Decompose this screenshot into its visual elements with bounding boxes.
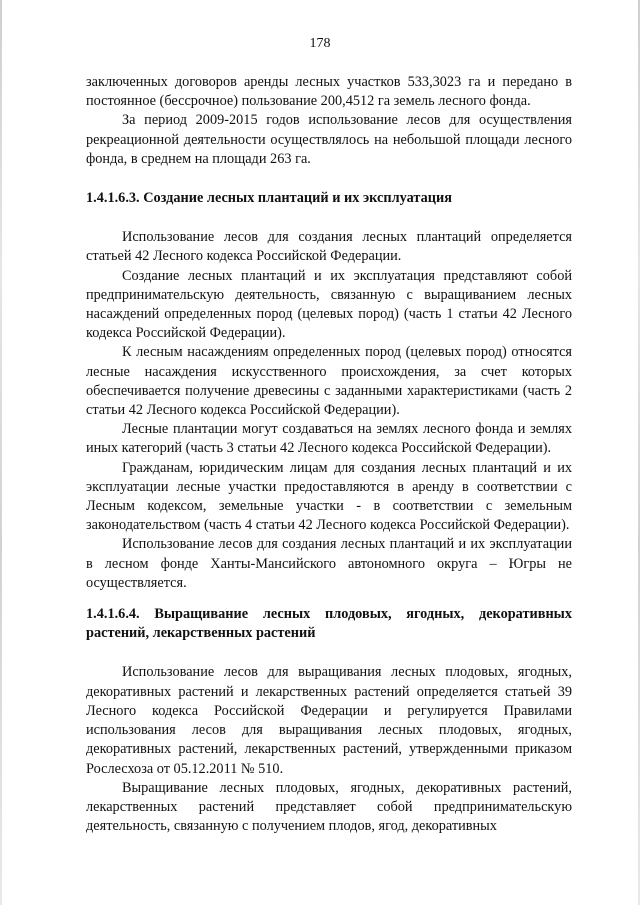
section-heading-1-4-1-6-4: 1.4.1.6.4. Выращивание лесных плодовых, ягодных, декоративных растений, лекарственных растений [86,606,572,642]
paragraph: Создание лесных плантаций и их эксплуатация представляют собой предпринимательскую деятельность, связанную с выращиванием лесных насаждений определенных пород (целевых пород) (часть 1 статьи 42 Лесного кодекса Российской Федерации). [86,267,572,342]
paragraph: Использование лесов для выращивания лесных плодовых, ягодных, декоративных растений и лекарственных растений определяется статьей 39 Лесного кодекса Российской Федерации и регулируется Правилами использования лесов для выращивания лесных плодовых, ягодных, декоративных растений, лекарственных растений, утвержденными приказом Рослесхоза от 05.12.2011 № 510. [86,664,572,777]
paragraph: Выращивание лесных плодовых, ягодных, декоративных растений, лекарственных растений представляет собой предпринимательскую деятельность, связанную с получением плодов, ягод, декоративных [86,779,572,835]
paragraph: Использование лесов для создания лесных плантаций определяется статьей 42 Лесного кодекса Российской Федерации. [86,229,572,265]
paragraph: Гражданам, юридическим лицам для создания лесных плантаций и их эксплуатации лесные участки предоставляются в аренду в соответствии с Лесным кодексом, земельные участки - в соответствии с земельным законодательством (часть 4 статьи 42 Лесного кодекса Российской Федерации). [86,459,572,534]
document-body [86,73,572,836]
paragraph: За период 2009-2015 годов использование лесов для осуществления рекреационной деятельности осуществлялось на небольшой площади лесного фонда, в среднем на площади 263 га. [86,112,572,167]
page-number: 178 [309,36,331,51]
paragraph: Использование лесов для создания лесных плантаций и их эксплуатации в лесном фонде Ханты-Мансийского автономного округа – Югры не осуществляется. [86,536,572,591]
section-heading-1-4-1-6-3: 1.4.1.6.3. Создание лесных плантаций и их эксплуатация [86,190,452,207]
paragraph: К лесным насаждениям определенных пород (целевых пород) относятся лесные насаждения искусственного происхождения, за счет которых обеспечивается получение древесины с заданными характеристиками (часть 2 статьи 42 Лесного кодекса Российской Федерации). [86,344,572,419]
paragraph: Лесные плантации могут создаваться на землях лесного фонда и землях иных категорий (часть 3 статьи 42 Лесного кодекса Российской Федерации). [86,421,572,457]
scan-edge-left [0,0,2,905]
paragraph-continuation: заключенных договоров аренды лесных участков 533,3023 га и передано в постоянное (бессрочное) пользование 200,4512 га земель лесного фонда. [86,74,572,110]
